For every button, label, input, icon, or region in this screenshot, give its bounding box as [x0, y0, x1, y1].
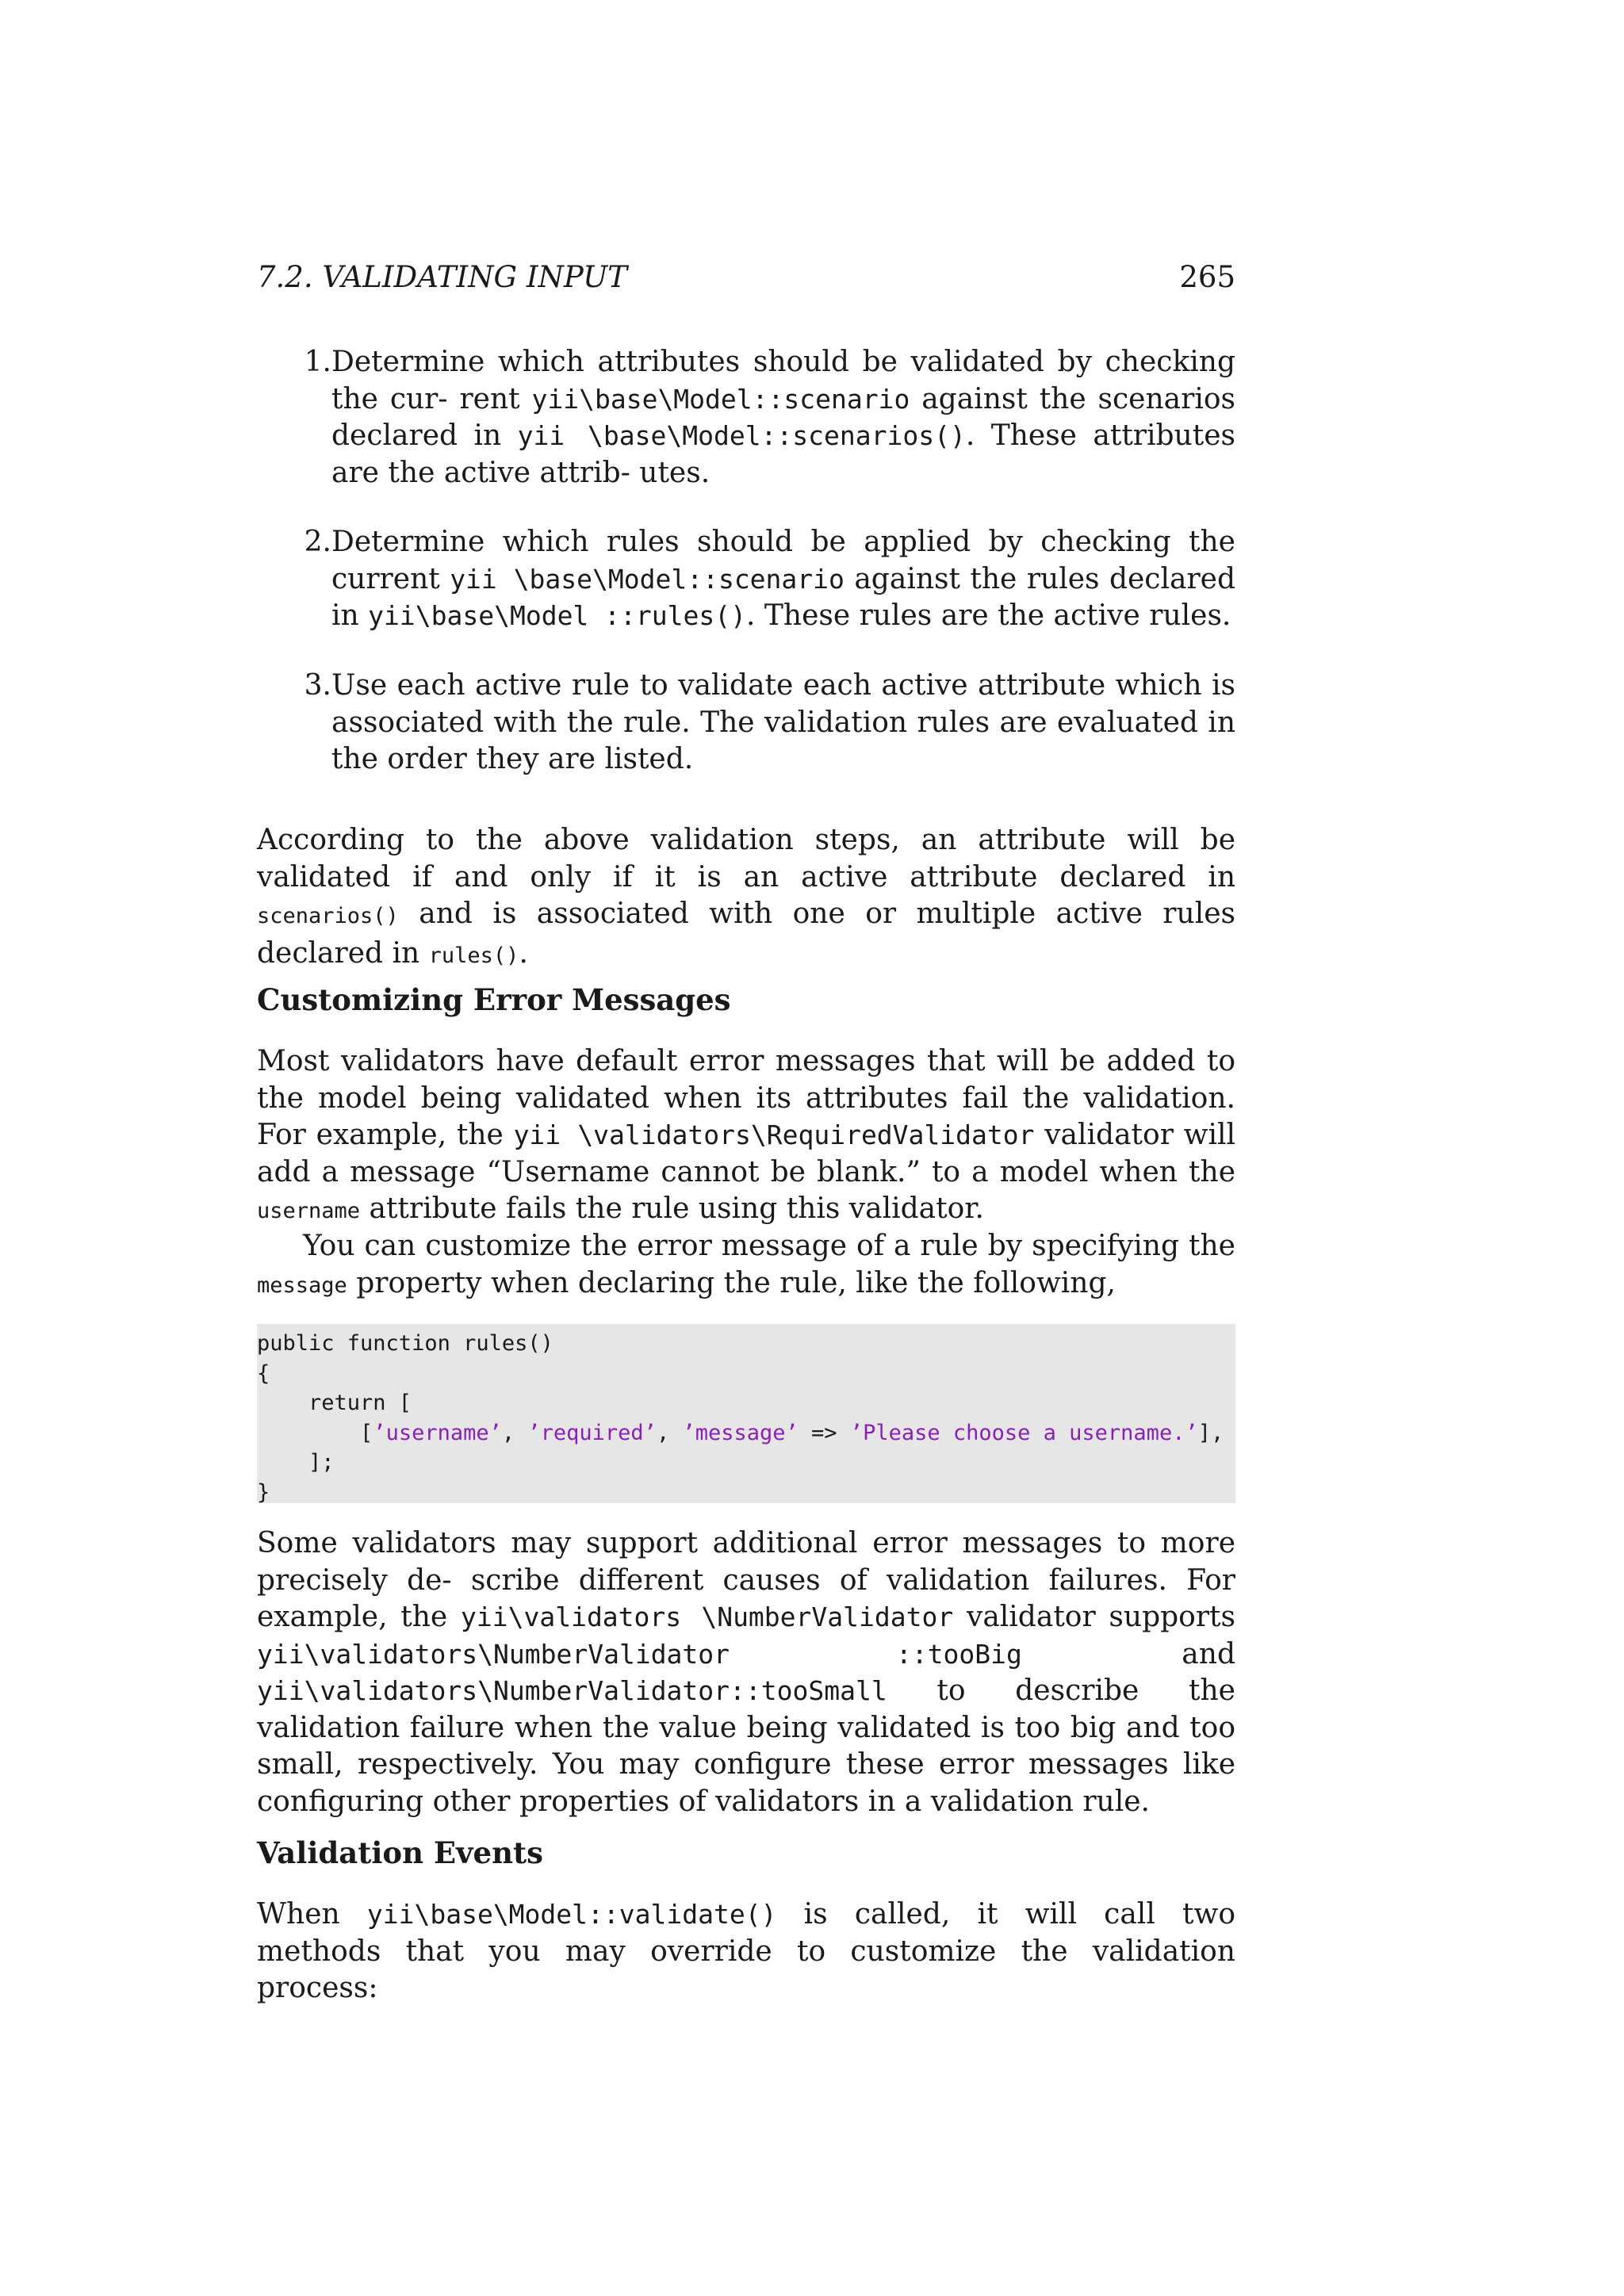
- code-line: }: [257, 1479, 270, 1505]
- text-run: and: [1021, 1637, 1236, 1670]
- text-run: validator supports: [953, 1601, 1235, 1633]
- text-run: According to the above validation steps, an attribute will be validated if and only if it is an active attribute declared in: [257, 824, 1235, 894]
- list-number: 1.: [304, 346, 331, 378]
- section-heading: Validation Events: [257, 1835, 543, 1870]
- text-run: .: [519, 936, 528, 970]
- paragraph: [257, 1896, 1235, 2007]
- list-number: 2.: [304, 526, 331, 558]
- page-number: 265: [1179, 260, 1235, 294]
- text-run: Use each active rule to validate each active attribute which is associated with the rule. The validation rules are evaluated in the order they are listed.: [331, 669, 1235, 775]
- section-title: 7.2. VALIDATING INPUT: [257, 260, 627, 294]
- section-heading: Customizing Error Messages: [257, 982, 731, 1017]
- code-run: yii \base\Model::scenarios(): [517, 420, 966, 451]
- list-number: 3.: [304, 669, 331, 702]
- text-run: When: [257, 1898, 367, 1931]
- text-run: . These attributes are the active attrib- utes.: [331, 419, 1235, 489]
- text-run: attribute fails the rule using this validator.: [360, 1192, 984, 1225]
- code-run: yii \validators\RequiredValidator: [513, 1119, 1035, 1150]
- code-block: [257, 1324, 1235, 1503]
- code-run: rules(): [428, 943, 519, 968]
- code-string: ’required’: [527, 1420, 657, 1445]
- code-token: ],: [1197, 1420, 1224, 1445]
- code-run: yii\validators\NumberValidator ::tooBig: [257, 1638, 1022, 1670]
- code-run: yii\validators \NumberValidator: [461, 1601, 954, 1632]
- text-run: to describe the validation failure when the value being validated is too big and too small, respectively. You may configure these error messages like configuring other properties of validators in a validation rule.: [257, 1674, 1235, 1818]
- list-item-text: [331, 344, 1235, 492]
- text-run: against the rules declared in: [331, 562, 1235, 632]
- code-line: return [: [257, 1391, 412, 1415]
- text-run: property when declaring the rule, like the following,: [347, 1266, 1116, 1299]
- running-header: [257, 260, 1235, 300]
- text-run: You can customize the error message of a rule by specifying the: [303, 1230, 1235, 1262]
- text-run: . These rules are the active rules.: [745, 599, 1231, 632]
- code-string: ’message’: [682, 1420, 799, 1445]
- code-run: yii\validators\NumberValidator::tooSmall: [257, 1675, 887, 1706]
- code-run: yii\base\Model ::rules(): [368, 600, 746, 631]
- text-run: Determine which attributes should be validated by checking the cur- rent: [331, 346, 1235, 415]
- text-run: against the scenarios declared in: [331, 382, 1235, 452]
- code-line: ];: [257, 1450, 335, 1475]
- code-token: ,: [656, 1420, 683, 1445]
- code-token: =>: [798, 1420, 850, 1445]
- code-run: yii\base\Model::scenario: [531, 383, 910, 415]
- code-run: scenarios(): [257, 904, 399, 928]
- paragraph: [257, 1043, 1235, 1230]
- code-run: username: [257, 1199, 361, 1223]
- code-token: ,: [501, 1420, 528, 1445]
- code-run: yii \base\Model::scenario: [450, 563, 845, 595]
- code-line: public function rules(): [257, 1331, 553, 1356]
- code-token: [: [257, 1420, 373, 1445]
- text-run: is called, it will call two methods that you may override to customize the validation process:: [257, 1898, 1235, 2004]
- text-run: Most validators have default error messages that will be added to the model being validated when its attributes fail the validation. For example, the: [257, 1045, 1235, 1151]
- text-run: Some validators may support additional error messages to more precisely de- scribe different causes of validation failures. For example, the: [257, 1527, 1235, 1633]
- list-item-text: [331, 668, 1235, 779]
- code-run: message: [257, 1272, 347, 1298]
- code-line: {: [257, 1360, 270, 1386]
- code-string: ’Please choose a username.’: [849, 1420, 1198, 1445]
- text-run: Determine which rules should be applied by checking the current: [331, 526, 1235, 595]
- paragraph: [257, 1525, 1235, 1820]
- text-run: validator will add a message “Username cannot be blank.” to a model when the: [257, 1119, 1235, 1188]
- paragraph: [257, 1228, 1235, 1304]
- code-listing: [257, 1324, 1235, 1507]
- code-string: ’username’: [373, 1420, 502, 1445]
- list-item-text: [331, 524, 1235, 635]
- text-run: and is associated with one or multiple active rules declared in: [257, 897, 1235, 970]
- code-run: yii\base\Model::validate(): [366, 1899, 777, 1930]
- paragraph: [257, 822, 1235, 974]
